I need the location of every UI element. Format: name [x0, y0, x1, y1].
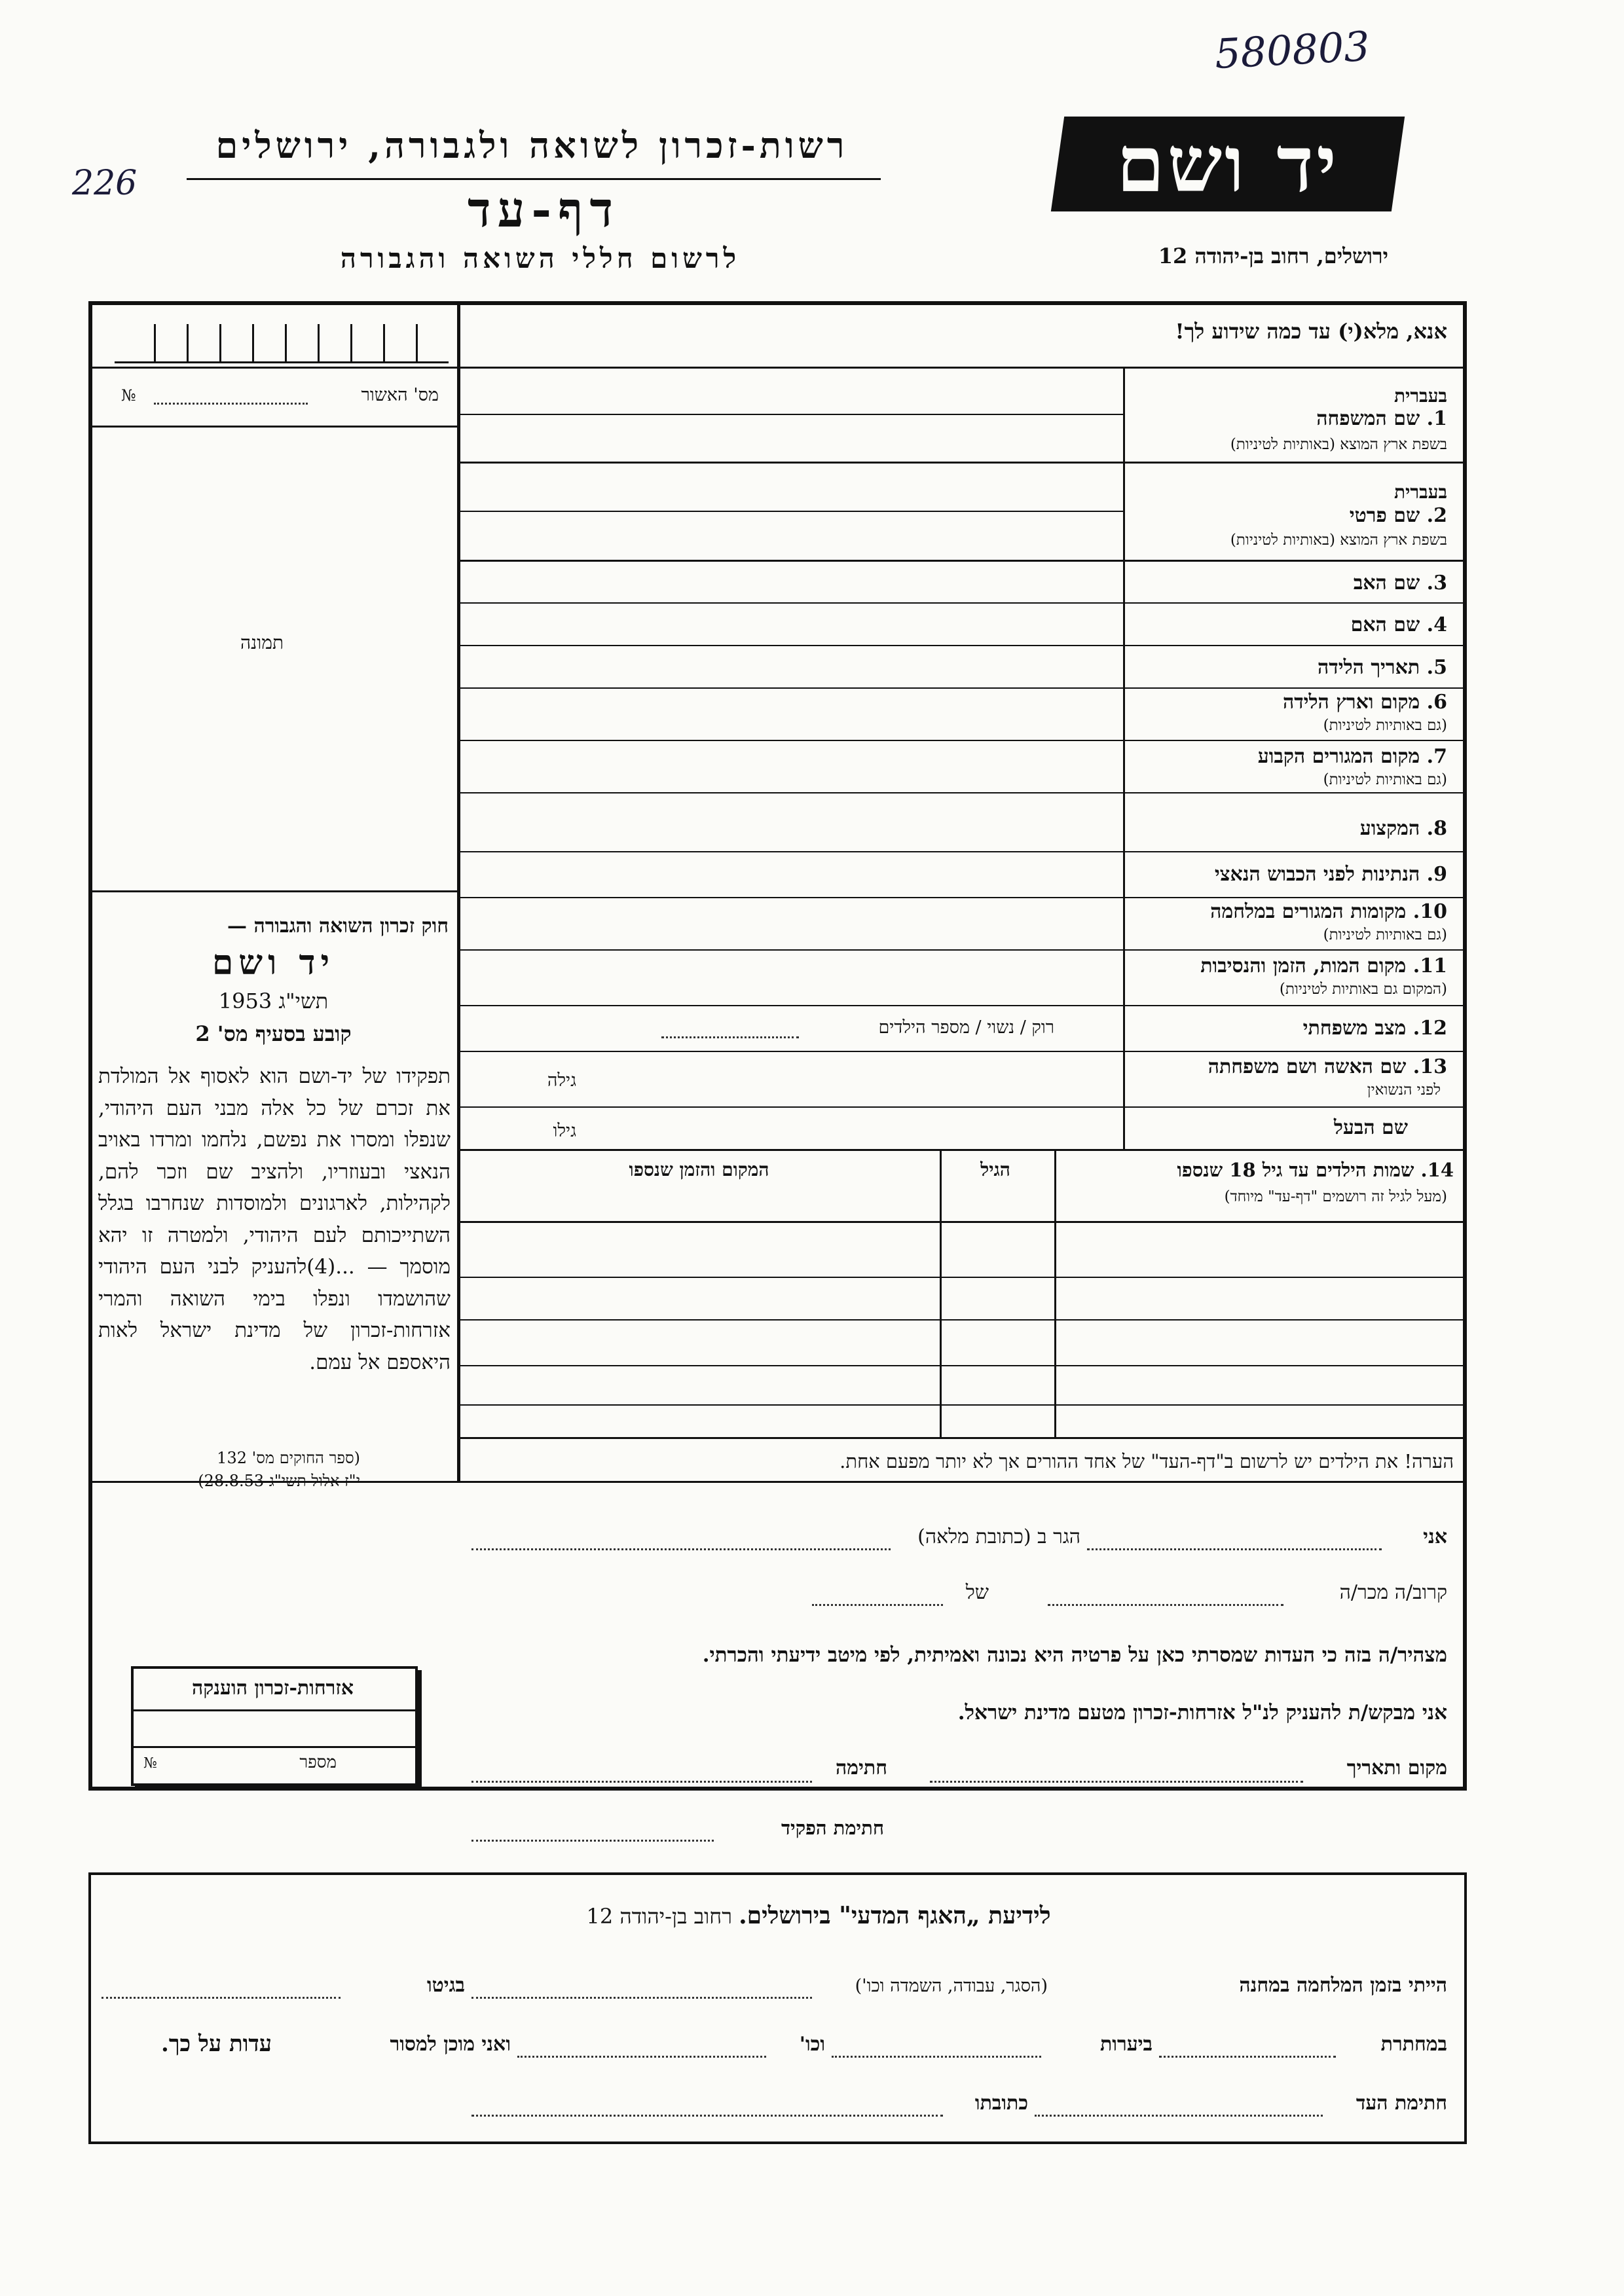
form-subtitle: לרשום חללי השואה והגבורה	[340, 242, 741, 274]
field-11-note: (המקום גם באותיות לטיניות)	[1279, 981, 1447, 998]
place-date-label: מקום ותאריך	[1346, 1757, 1447, 1779]
children-row-sep-2	[458, 1319, 1467, 1321]
field-7-note: (גם באותיות לטיניות)	[1323, 771, 1447, 788]
row-sep-1	[458, 462, 1467, 464]
footer-witness-signature-line[interactable]	[1035, 2115, 1323, 2117]
field-1-label: 1. שם המשפחה	[1316, 407, 1447, 430]
field-2-note: בשפת ארץ המוצא (באותיות לטיניות)	[1230, 532, 1447, 549]
relative-label: קרוב/ה מכר/ה	[1339, 1581, 1447, 1604]
declarant-name-line[interactable]	[1087, 1548, 1382, 1550]
row-sep-9	[458, 897, 1467, 898]
approval-separator	[92, 426, 458, 428]
row-sep-14	[458, 1149, 1467, 1151]
children-row-sep-1	[458, 1277, 1467, 1278]
place-date-line[interactable]	[930, 1781, 1303, 1783]
children-header-sep	[458, 1221, 1467, 1223]
footer-title	[458, 1902, 1179, 1929]
law-title: חוק זכרון השואה והגבורה —	[227, 915, 449, 938]
left-top-separator	[92, 367, 458, 369]
resident-label: הגר ב (כתובת מלאה)	[917, 1525, 1080, 1548]
approval-number-symbol: №	[121, 386, 136, 405]
law-ref-2: י"ז אלול תשי"ג 28.8.53)	[198, 1472, 360, 1490]
field-2-label: 2. שם פרטי	[1349, 504, 1447, 527]
husband-age-label: גילו	[553, 1121, 576, 1141]
footer-ready-label: ואני מוכן למסור	[390, 2033, 511, 2056]
row-sep-11	[458, 1005, 1467, 1006]
law-logo: יד ושם	[212, 943, 335, 983]
footer-forests-line[interactable]	[832, 2056, 1041, 2058]
row-sep-12	[458, 1051, 1467, 1052]
field-12-children-line	[661, 1036, 799, 1038]
yad-vashem-logo	[1051, 117, 1405, 211]
law-text: תפקידו של יד-ושם הוא לאסוף אל המולדת את זכרם של כל אלה מבני העם היהודי, שנפלו ומסרו את נפשם, נלחמו ומרדו באויב הנאצי ובעוזריו, ולהציב שם וזכר להם, לקהילות, לארגונים ולמוסדות שנחרבו בגלל השתייכותם לעם היהודי, ולמטרה זו יהא מוסמך — ...(4)להעניק לבני העם היהודי שהושמדו ונפלו בימי השואה והמרי אזרחות-זכרון של מדינת ישראל לאות היאספם אל עמם.	[98, 1065, 451, 1374]
row-sep-8	[458, 851, 1467, 852]
field-11-label: 11. מקום המות, הזמן והנסיבות	[1200, 955, 1447, 977]
footer-ghetto-label: בגיטו	[426, 1974, 465, 1997]
row-sep-6	[458, 740, 1467, 741]
field-9-label: 9. הנתינות לפני הכבוש הנאצי	[1214, 863, 1447, 886]
declarant-label: אני	[1423, 1525, 1447, 1548]
approval-tally-box	[115, 324, 449, 363]
citizenship-box	[131, 1666, 418, 1786]
children-col-age	[940, 1149, 942, 1437]
footer-underground-line[interactable]	[1159, 2056, 1336, 2058]
footer-title-address: רחוב בן-יהודה 12	[586, 1904, 732, 1929]
row-sep-2	[458, 560, 1467, 562]
row-sep-3	[458, 602, 1467, 604]
logo-text: יד ושם	[1116, 118, 1340, 210]
of-label: של	[965, 1581, 989, 1604]
footer-camp-label: הייתי בזמן המלחמה במחנה	[1239, 1974, 1447, 1997]
intro-separator	[458, 367, 1467, 369]
law-section: קובע בסעיף מס' 2	[195, 1021, 352, 1046]
children-row-sep-3	[458, 1365, 1467, 1366]
footer-forests-label: ביערות	[1099, 2033, 1153, 2056]
field-2-hebrew-note: בעברית	[1393, 481, 1447, 503]
field-13-note: לפני הנשואין	[1367, 1082, 1441, 1099]
field-6-note: (גם באותיות לטיניות)	[1323, 717, 1447, 734]
approval-number-label: מס' האשור	[361, 385, 439, 405]
field-8-label: 8. המקצוע	[1359, 817, 1447, 840]
officer-signature-label: חתימת הפקיד	[781, 1817, 884, 1839]
address: ירושלים, רחוב בן-יהודה 12	[1158, 244, 1388, 268]
footer-camp-line[interactable]	[471, 1997, 812, 1999]
field-13-age-label: גילה	[547, 1070, 576, 1091]
page-number: 226	[72, 164, 138, 203]
children-note: (מעל לגיל זה רושמים "דף-עד" מיוחד)	[1224, 1188, 1447, 1205]
footer-underground-label: במחתרת	[1380, 2033, 1447, 2056]
citizenship-box-symbol: №	[143, 1755, 157, 1772]
law-ref-1: (ספר החוקים מס' 132	[217, 1449, 360, 1467]
footer-address-line[interactable]	[471, 2115, 943, 2117]
intro-text: אנא, מלא(י) עד כמה שידוע לך!	[1175, 319, 1447, 344]
row-sep-13	[458, 1106, 1467, 1108]
children-col-names	[1054, 1149, 1056, 1437]
row-sep-10	[458, 949, 1467, 951]
children-col-age-header: הגיל	[980, 1159, 1010, 1180]
field-5-label: 5. תאריך הלידה	[1318, 656, 1447, 679]
field-10-label: 10. מקומות המגורים במלחמה	[1210, 900, 1447, 923]
field-7-label: 7. מקום המגורים הקבוע	[1257, 745, 1447, 768]
relative-line[interactable]	[1048, 1604, 1283, 1606]
signature-line[interactable]	[471, 1781, 812, 1783]
footer-address-label: כתובתו	[974, 2092, 1028, 2115]
row2-inner	[458, 511, 1123, 512]
photo-bottom	[92, 890, 458, 892]
footer-ghetto-line[interactable]	[101, 1997, 341, 1999]
field-4-label: 4. שם האם	[1350, 613, 1447, 636]
children-title: 14. שמות הילדים עד גיל 18 שנספו	[1177, 1159, 1454, 1181]
row-sep-4	[458, 645, 1467, 646]
footer-witness-signature-label: חתימת העד	[1356, 2092, 1447, 2115]
field-13-label: 13. שם האשה ושם משפחתה	[1208, 1055, 1447, 1078]
signature-label: חתימה	[836, 1757, 887, 1779]
row1-inner	[458, 414, 1123, 415]
field-1-note: בשפת ארץ המוצא (באותיות לטיניות)	[1230, 436, 1447, 453]
field-1-hebrew-note: בעברית	[1393, 385, 1447, 407]
label-column-divider	[1123, 367, 1125, 1149]
left-panel-bottom	[92, 1481, 1467, 1483]
law-year: תשי"ג 1953	[218, 989, 329, 1013]
field-3-label: 3. שם האב	[1353, 572, 1447, 594]
footer-camp-types: (הסגר, עבודה, השמדה וכו')	[855, 1976, 1048, 1996]
children-remark: הערה! את הילדים יש לרשום ב"דף-העד" של אחד ההורים אך לא יותר מפעם אחת.	[840, 1450, 1454, 1472]
photo-label: תמונה	[240, 632, 284, 653]
officer-signature-line[interactable]	[471, 1840, 714, 1842]
footer-etc-line[interactable]	[517, 2056, 766, 2058]
authority-name: רשות-זכרון לשואה ולגבורה, ירושלים	[215, 124, 849, 166]
footer-etc-label: וכו'	[799, 2033, 825, 2056]
archive-number: 580803	[1213, 22, 1371, 79]
children-col-place-header: המקום והזמן שנספו	[629, 1159, 769, 1180]
declaration-statement: מצהיר/ה בזה כי העדות שמסרתי כאן על פרטיה היא נכונה ואמיתית, לפי מיטב ידיעתי והכרתי.	[702, 1643, 1447, 1667]
citizenship-box-title: אזרחות-זכרון הוענקה	[191, 1677, 354, 1700]
field-12-label: 12. מצב משפחתי	[1302, 1017, 1447, 1040]
row-sep-7	[458, 792, 1467, 793]
children-row-sep-4	[458, 1404, 1467, 1406]
field-10-note: (גם באותיות לטיניות)	[1323, 926, 1447, 943]
footer-testimony-label: עדות על כך.	[160, 2031, 272, 2057]
authority-underline	[187, 178, 881, 180]
approval-number-line	[154, 403, 308, 405]
field-12-options: רוק / נשוי / מספר הילדים	[878, 1017, 1054, 1038]
row-sep-5	[458, 687, 1467, 689]
children-bottom	[458, 1437, 1467, 1439]
declaration-request: אני מבקש/ת להעניק לנ"ל אזרחות-זכרון מטעם מדינת ישראל.	[957, 1701, 1447, 1724]
husband-label: שם הבעל	[1333, 1116, 1408, 1139]
form-title: דף-עד	[467, 182, 620, 238]
footer-title-bold: לידיעת „האגף המדעי" בירושלים.	[739, 1902, 1051, 1929]
field-6-label: 6. מקום וארץ הלידה	[1282, 691, 1447, 714]
citizenship-box-number: מספר	[299, 1753, 337, 1772]
of-line[interactable]	[812, 1604, 943, 1606]
resident-address-line[interactable]	[471, 1548, 891, 1550]
